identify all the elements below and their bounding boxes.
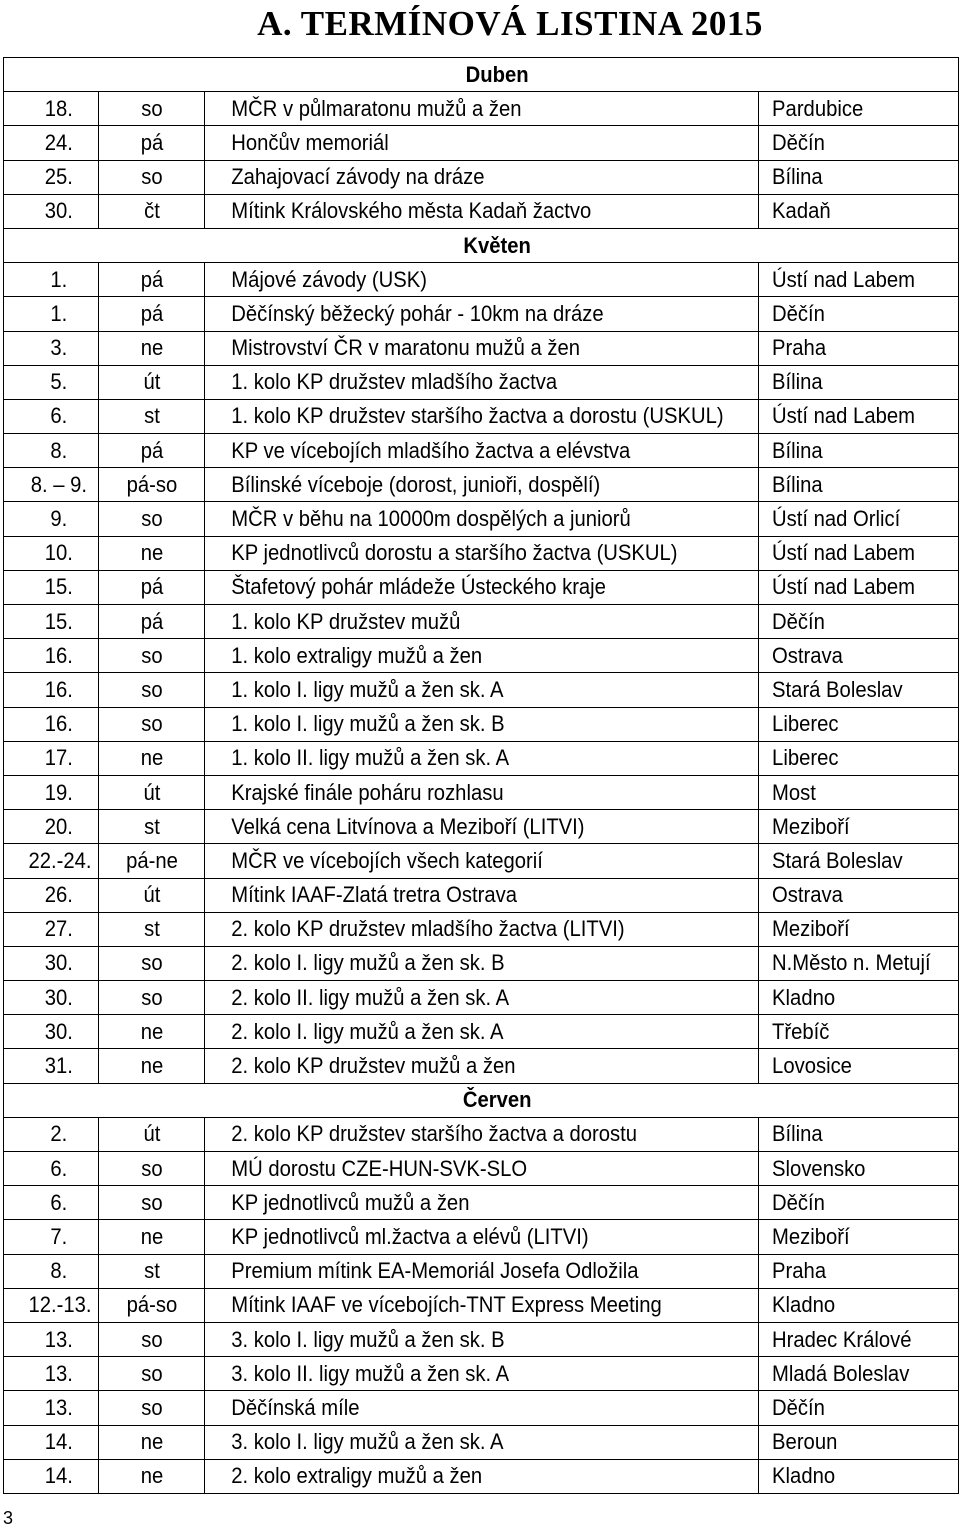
- table-row: [4, 570, 959, 604]
- event-date: 17.: [7, 741, 94, 775]
- event-date: 14.: [7, 1459, 94, 1493]
- table-row: [4, 1186, 959, 1220]
- event-name: 2. kolo extraligy mužů a žen: [227, 1459, 737, 1493]
- event-place: Beroun: [767, 1425, 951, 1459]
- event-name: 1. kolo I. ligy mužů a žen sk. B: [227, 707, 737, 741]
- event-place: Třebíč: [767, 1015, 951, 1049]
- event-weekday: st: [103, 810, 201, 844]
- event-weekday: pá-ne: [103, 844, 201, 878]
- event-date: 1.: [7, 297, 94, 331]
- event-place: Bílina: [767, 1117, 951, 1151]
- table-row: [4, 92, 959, 126]
- table-row: [4, 1288, 959, 1322]
- event-name: 2. kolo KP družstev mužů a žen: [227, 1049, 737, 1083]
- table-row: [4, 844, 959, 878]
- event-date: 6.: [7, 1186, 94, 1220]
- table-row: [4, 1117, 959, 1151]
- event-date: 12.-13.: [7, 1288, 94, 1322]
- event-weekday: so: [103, 1152, 201, 1186]
- table-row: [4, 1322, 959, 1356]
- event-name: Mítink IAAF-Zlatá tretra Ostrava: [227, 878, 737, 912]
- event-name: KP jednotlivců dorostu a staršího žactva (USKUL): [227, 536, 737, 570]
- event-weekday: pá: [103, 297, 201, 331]
- event-name: Májové závody (USK): [227, 263, 737, 297]
- table-row: [4, 673, 959, 707]
- event-weekday: ne: [103, 1049, 201, 1083]
- event-name: MÚ dorostu CZE-HUN-SVK-SLO: [227, 1152, 737, 1186]
- event-date: 22.-24.: [7, 844, 94, 878]
- event-name: 1. kolo I. ligy mužů a žen sk. A: [227, 673, 737, 707]
- event-weekday: pá-so: [103, 1288, 201, 1322]
- event-date: 13.: [7, 1391, 94, 1425]
- event-weekday: čt: [103, 194, 201, 228]
- event-place: Ústí nad Labem: [767, 399, 951, 433]
- event-date: 6.: [7, 399, 94, 433]
- event-place: Kladno: [767, 1459, 951, 1493]
- event-name: 2. kolo I. ligy mužů a žen sk. A: [227, 1015, 737, 1049]
- event-name: Mítink Královského města Kadaň žactvo: [227, 194, 737, 228]
- table-row: [4, 1015, 959, 1049]
- event-place: Stará Boleslav: [767, 844, 951, 878]
- table-row: [4, 946, 959, 980]
- event-name: 3. kolo II. ligy mužů a žen sk. A: [227, 1357, 737, 1391]
- event-date: 26.: [7, 878, 94, 912]
- event-weekday: st: [103, 912, 201, 946]
- event-place: Liberec: [767, 707, 951, 741]
- event-place: Bílina: [767, 434, 951, 468]
- event-place: Mladá Boleslav: [767, 1357, 951, 1391]
- event-weekday: pá: [103, 434, 201, 468]
- event-name: MČR v půlmaratonu mužů a žen: [227, 92, 737, 126]
- event-weekday: út: [103, 365, 201, 399]
- event-name: Bílinské víceboje (dorost, junioři, dospělí): [227, 468, 737, 502]
- event-date: 9.: [7, 502, 94, 536]
- event-place: Meziboří: [767, 912, 951, 946]
- event-name: Děčínská míle: [227, 1391, 737, 1425]
- table-row: [4, 1459, 959, 1493]
- event-date: 6.: [7, 1152, 94, 1186]
- event-name: Mistrovství ČR v maratonu mužů a žen: [227, 331, 737, 365]
- event-weekday: so: [103, 707, 201, 741]
- event-name: 2. kolo I. ligy mužů a žen sk. B: [227, 946, 737, 980]
- event-date: 8. – 9.: [7, 468, 94, 502]
- table-row: [4, 1220, 959, 1254]
- event-weekday: ne: [103, 1459, 201, 1493]
- month-header: Duben: [42, 58, 921, 92]
- event-place: Děčín: [767, 1186, 951, 1220]
- event-date: 8.: [7, 1254, 94, 1288]
- month-header-row: [4, 1083, 959, 1117]
- event-name: KP ve vícebojích mladšího žactva a elévstva: [227, 434, 737, 468]
- event-name: 3. kolo I. ligy mužů a žen sk. A: [227, 1425, 737, 1459]
- event-place: Kladno: [767, 1288, 951, 1322]
- event-place: Praha: [767, 1254, 951, 1288]
- event-name: Velká cena Litvínova a Meziboří (LITVI): [227, 810, 737, 844]
- event-date: 5.: [7, 365, 94, 399]
- event-name: 2. kolo II. ligy mužů a žen sk. A: [227, 981, 737, 1015]
- table-row: [4, 502, 959, 536]
- event-weekday: ne: [103, 741, 201, 775]
- table-row: [4, 263, 959, 297]
- event-place: Děčín: [767, 605, 951, 639]
- event-weekday: út: [103, 775, 201, 809]
- table-row: [4, 810, 959, 844]
- event-name: 2. kolo KP družstev mladšího žactva (LITVI): [227, 912, 737, 946]
- event-place: Pardubice: [767, 92, 951, 126]
- table-row: [4, 160, 959, 194]
- event-weekday: so: [103, 502, 201, 536]
- event-weekday: so: [103, 1322, 201, 1356]
- event-date: 1.: [7, 263, 94, 297]
- event-place: Ostrava: [767, 639, 951, 673]
- event-name: KP jednotlivců ml.žactva a elévů (LITVI): [227, 1220, 737, 1254]
- event-weekday: so: [103, 639, 201, 673]
- event-weekday: st: [103, 1254, 201, 1288]
- event-name: Hončův memoriál: [227, 126, 737, 160]
- event-name: Mítink IAAF ve vícebojích-TNT Express Meeting: [227, 1288, 737, 1322]
- event-date: 16.: [7, 673, 94, 707]
- event-place: Hradec Králové: [767, 1322, 951, 1356]
- event-name: Děčínský běžecký pohár - 10km na dráze: [227, 297, 737, 331]
- table-row: [4, 468, 959, 502]
- event-weekday: ne: [103, 1015, 201, 1049]
- table-row: [4, 365, 959, 399]
- event-date: 30.: [7, 946, 94, 980]
- event-date: 2.: [7, 1117, 94, 1151]
- month-header: Květen: [42, 228, 921, 262]
- event-place: Děčín: [767, 126, 951, 160]
- table-row: [4, 1425, 959, 1459]
- event-date: 7.: [7, 1220, 94, 1254]
- event-weekday: út: [103, 1117, 201, 1151]
- table-row: [4, 707, 959, 741]
- table-row: [4, 912, 959, 946]
- event-weekday: so: [103, 160, 201, 194]
- event-date: 10.: [7, 536, 94, 570]
- event-name: Štafetový pohár mládeže Ústeckého kraje: [227, 570, 737, 604]
- table-row: [4, 297, 959, 331]
- table-row: [4, 1357, 959, 1391]
- event-place: Bílina: [767, 365, 951, 399]
- event-date: 30.: [7, 194, 94, 228]
- event-date: 16.: [7, 639, 94, 673]
- event-place: Děčín: [767, 1391, 951, 1425]
- table-row: [4, 434, 959, 468]
- table-row: [4, 1254, 959, 1288]
- table-row: [4, 1152, 959, 1186]
- event-weekday: so: [103, 673, 201, 707]
- event-name: KP jednotlivců mužů a žen: [227, 1186, 737, 1220]
- table-row: [4, 399, 959, 433]
- event-name: 1. kolo KP družstev staršího žactva a dorostu (USKUL): [227, 399, 737, 433]
- event-place: Děčín: [767, 297, 951, 331]
- event-weekday: pá: [103, 263, 201, 297]
- event-name: MČR ve vícebojích všech kategorií: [227, 844, 737, 878]
- event-name: 1. kolo extraligy mužů a žen: [227, 639, 737, 673]
- event-weekday: st: [103, 399, 201, 433]
- event-place: Ústí nad Labem: [767, 263, 951, 297]
- event-weekday: ne: [103, 331, 201, 365]
- table-row: [4, 878, 959, 912]
- event-name: Premium mítink EA-Memoriál Josefa Odložila: [227, 1254, 737, 1288]
- table-row: [4, 1049, 959, 1083]
- event-date: 13.: [7, 1322, 94, 1356]
- event-place: Praha: [767, 331, 951, 365]
- event-place: Most: [767, 775, 951, 809]
- schedule-table: [3, 57, 959, 1494]
- event-place: Kadaň: [767, 194, 951, 228]
- table-row: [4, 1391, 959, 1425]
- event-date: 16.: [7, 707, 94, 741]
- event-name: 1. kolo II. ligy mužů a žen sk. A: [227, 741, 737, 775]
- event-date: 27.: [7, 912, 94, 946]
- event-weekday: so: [103, 1186, 201, 1220]
- table-row: [4, 775, 959, 809]
- event-place: Ústí nad Orlicí: [767, 502, 951, 536]
- page-number: 3: [3, 1508, 14, 1528]
- event-date: 30.: [7, 1015, 94, 1049]
- event-name: 1. kolo KP družstev mužů: [227, 605, 737, 639]
- month-header-row: [4, 228, 959, 262]
- event-name: 2. kolo KP družstev staršího žactva a dorostu: [227, 1117, 737, 1151]
- event-weekday: pá: [103, 126, 201, 160]
- event-weekday: so: [103, 1357, 201, 1391]
- table-row: [4, 126, 959, 160]
- event-name: 1. kolo KP družstev mladšího žactva: [227, 365, 737, 399]
- event-date: 14.: [7, 1425, 94, 1459]
- table-row: [4, 331, 959, 365]
- event-weekday: pá: [103, 605, 201, 639]
- event-place: Lovosice: [767, 1049, 951, 1083]
- event-date: 31.: [7, 1049, 94, 1083]
- month-header-row: [4, 58, 959, 92]
- table-row: [4, 639, 959, 673]
- event-weekday: pá-so: [103, 468, 201, 502]
- table-row: [4, 536, 959, 570]
- event-place: Stará Boleslav: [767, 673, 951, 707]
- event-date: 20.: [7, 810, 94, 844]
- table-row: [4, 194, 959, 228]
- event-date: 15.: [7, 570, 94, 604]
- event-date: 13.: [7, 1357, 94, 1391]
- event-place: Ostrava: [767, 878, 951, 912]
- event-date: 3.: [7, 331, 94, 365]
- event-name: Krajské finále poháru rozhlasu: [227, 775, 737, 809]
- event-date: 8.: [7, 434, 94, 468]
- event-date: 25.: [7, 160, 94, 194]
- event-place: Bílina: [767, 468, 951, 502]
- event-weekday: so: [103, 92, 201, 126]
- table-row: [4, 741, 959, 775]
- event-place: Ústí nad Labem: [767, 570, 951, 604]
- event-weekday: ne: [103, 536, 201, 570]
- event-weekday: so: [103, 981, 201, 1015]
- event-place: Kladno: [767, 981, 951, 1015]
- event-name: 3. kolo I. ligy mužů a žen sk. B: [227, 1322, 737, 1356]
- event-weekday: so: [103, 1391, 201, 1425]
- event-place: Meziboří: [767, 1220, 951, 1254]
- event-place: Bílina: [767, 160, 951, 194]
- event-place: Ústí nad Labem: [767, 536, 951, 570]
- event-weekday: pá: [103, 570, 201, 604]
- page-title: A. TERMÍNOVÁ LISTINA 2015: [257, 4, 763, 43]
- event-date: 15.: [7, 605, 94, 639]
- event-weekday: ne: [103, 1425, 201, 1459]
- event-name: Zahajovací závody na dráze: [227, 160, 737, 194]
- month-header: Červen: [42, 1083, 921, 1117]
- event-date: 19.: [7, 775, 94, 809]
- event-weekday: so: [103, 946, 201, 980]
- event-place: Slovensko: [767, 1152, 951, 1186]
- event-place: Liberec: [767, 741, 951, 775]
- event-date: 18.: [7, 92, 94, 126]
- event-weekday: ne: [103, 1220, 201, 1254]
- table-row: [4, 981, 959, 1015]
- table-row: [4, 605, 959, 639]
- event-weekday: út: [103, 878, 201, 912]
- event-date: 24.: [7, 126, 94, 160]
- event-date: 30.: [7, 981, 94, 1015]
- event-name: MČR v běhu na 10000m dospělých a juniorů: [227, 502, 737, 536]
- event-place: N.Město n. Metují: [767, 946, 951, 980]
- event-place: Meziboří: [767, 810, 951, 844]
